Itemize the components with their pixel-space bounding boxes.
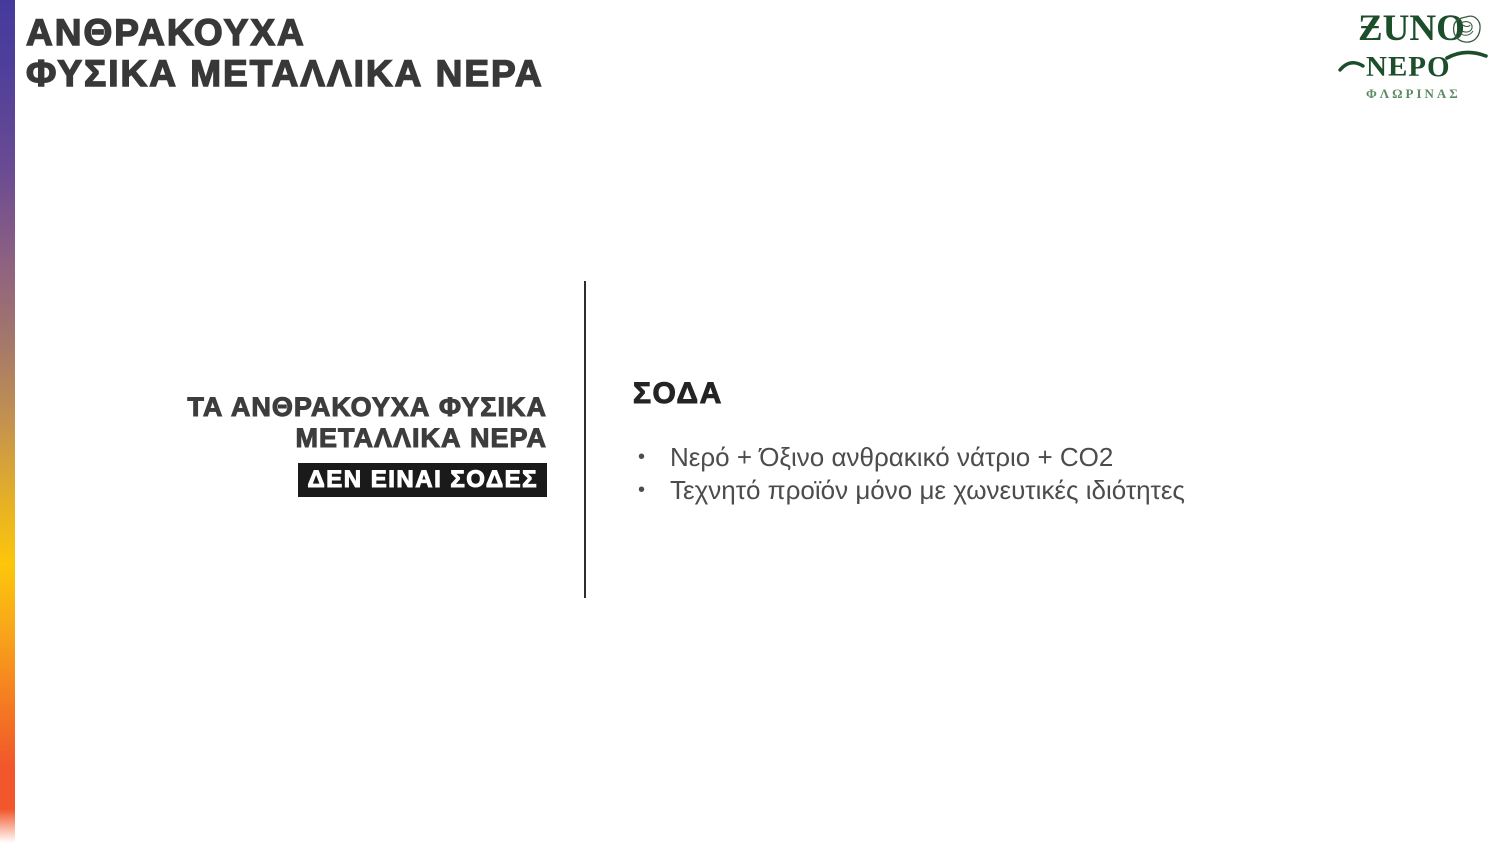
statement-line1: ΤΑ ΑΝΘΡΑΚΟΥΧΑ ΦΥΣΙΚΑ — [187, 392, 547, 422]
page-title — [26, 12, 544, 94]
accent-gradient-bar — [0, 0, 15, 843]
bullet-icon: • — [638, 479, 646, 501]
logo-nero-text: ΝΕΡΟ — [1366, 51, 1451, 83]
page-title-line1: ΑΝΘΡΑΚΟΥΧΑ — [26, 12, 306, 53]
statement-highlight-badge: ΔΕΝ ΕΙΝΑΙ ΣΟΔΕΣ — [298, 463, 547, 497]
list-item — [633, 441, 1185, 474]
bullet-text-1: Νερό + Όξινο ανθρακικό νάτριο + CO2 — [670, 442, 1114, 472]
arc-swoosh-icon — [1338, 57, 1365, 78]
list-item — [633, 474, 1185, 507]
bullet-list — [633, 441, 1185, 507]
statement-line2: ΜΕΤΑΛΛΙΚΑ ΝΕΡΑ — [295, 423, 547, 453]
logo-wordmark-bottom — [1338, 52, 1451, 82]
logo-letter-xi: ƵUNO — [1358, 8, 1465, 49]
logo-florinas-text: ΦΛΩΡΙΝΑΣ — [1366, 86, 1461, 101]
bullet-icon: • — [638, 446, 646, 468]
page-title-line2: ΦΥΣΙΚΑ ΜΕΤΑΛΛΙΚΑ ΝΕΡΑ — [26, 53, 544, 94]
bullet-text-2: Τεχνητό προϊόν μόνο με χωνευτικές ιδιότητες — [670, 475, 1185, 505]
brand-logo — [1338, 10, 1492, 104]
statement-block — [187, 392, 547, 497]
vertical-divider — [584, 281, 586, 598]
section-heading: ΣΟΔΑ — [633, 377, 723, 410]
